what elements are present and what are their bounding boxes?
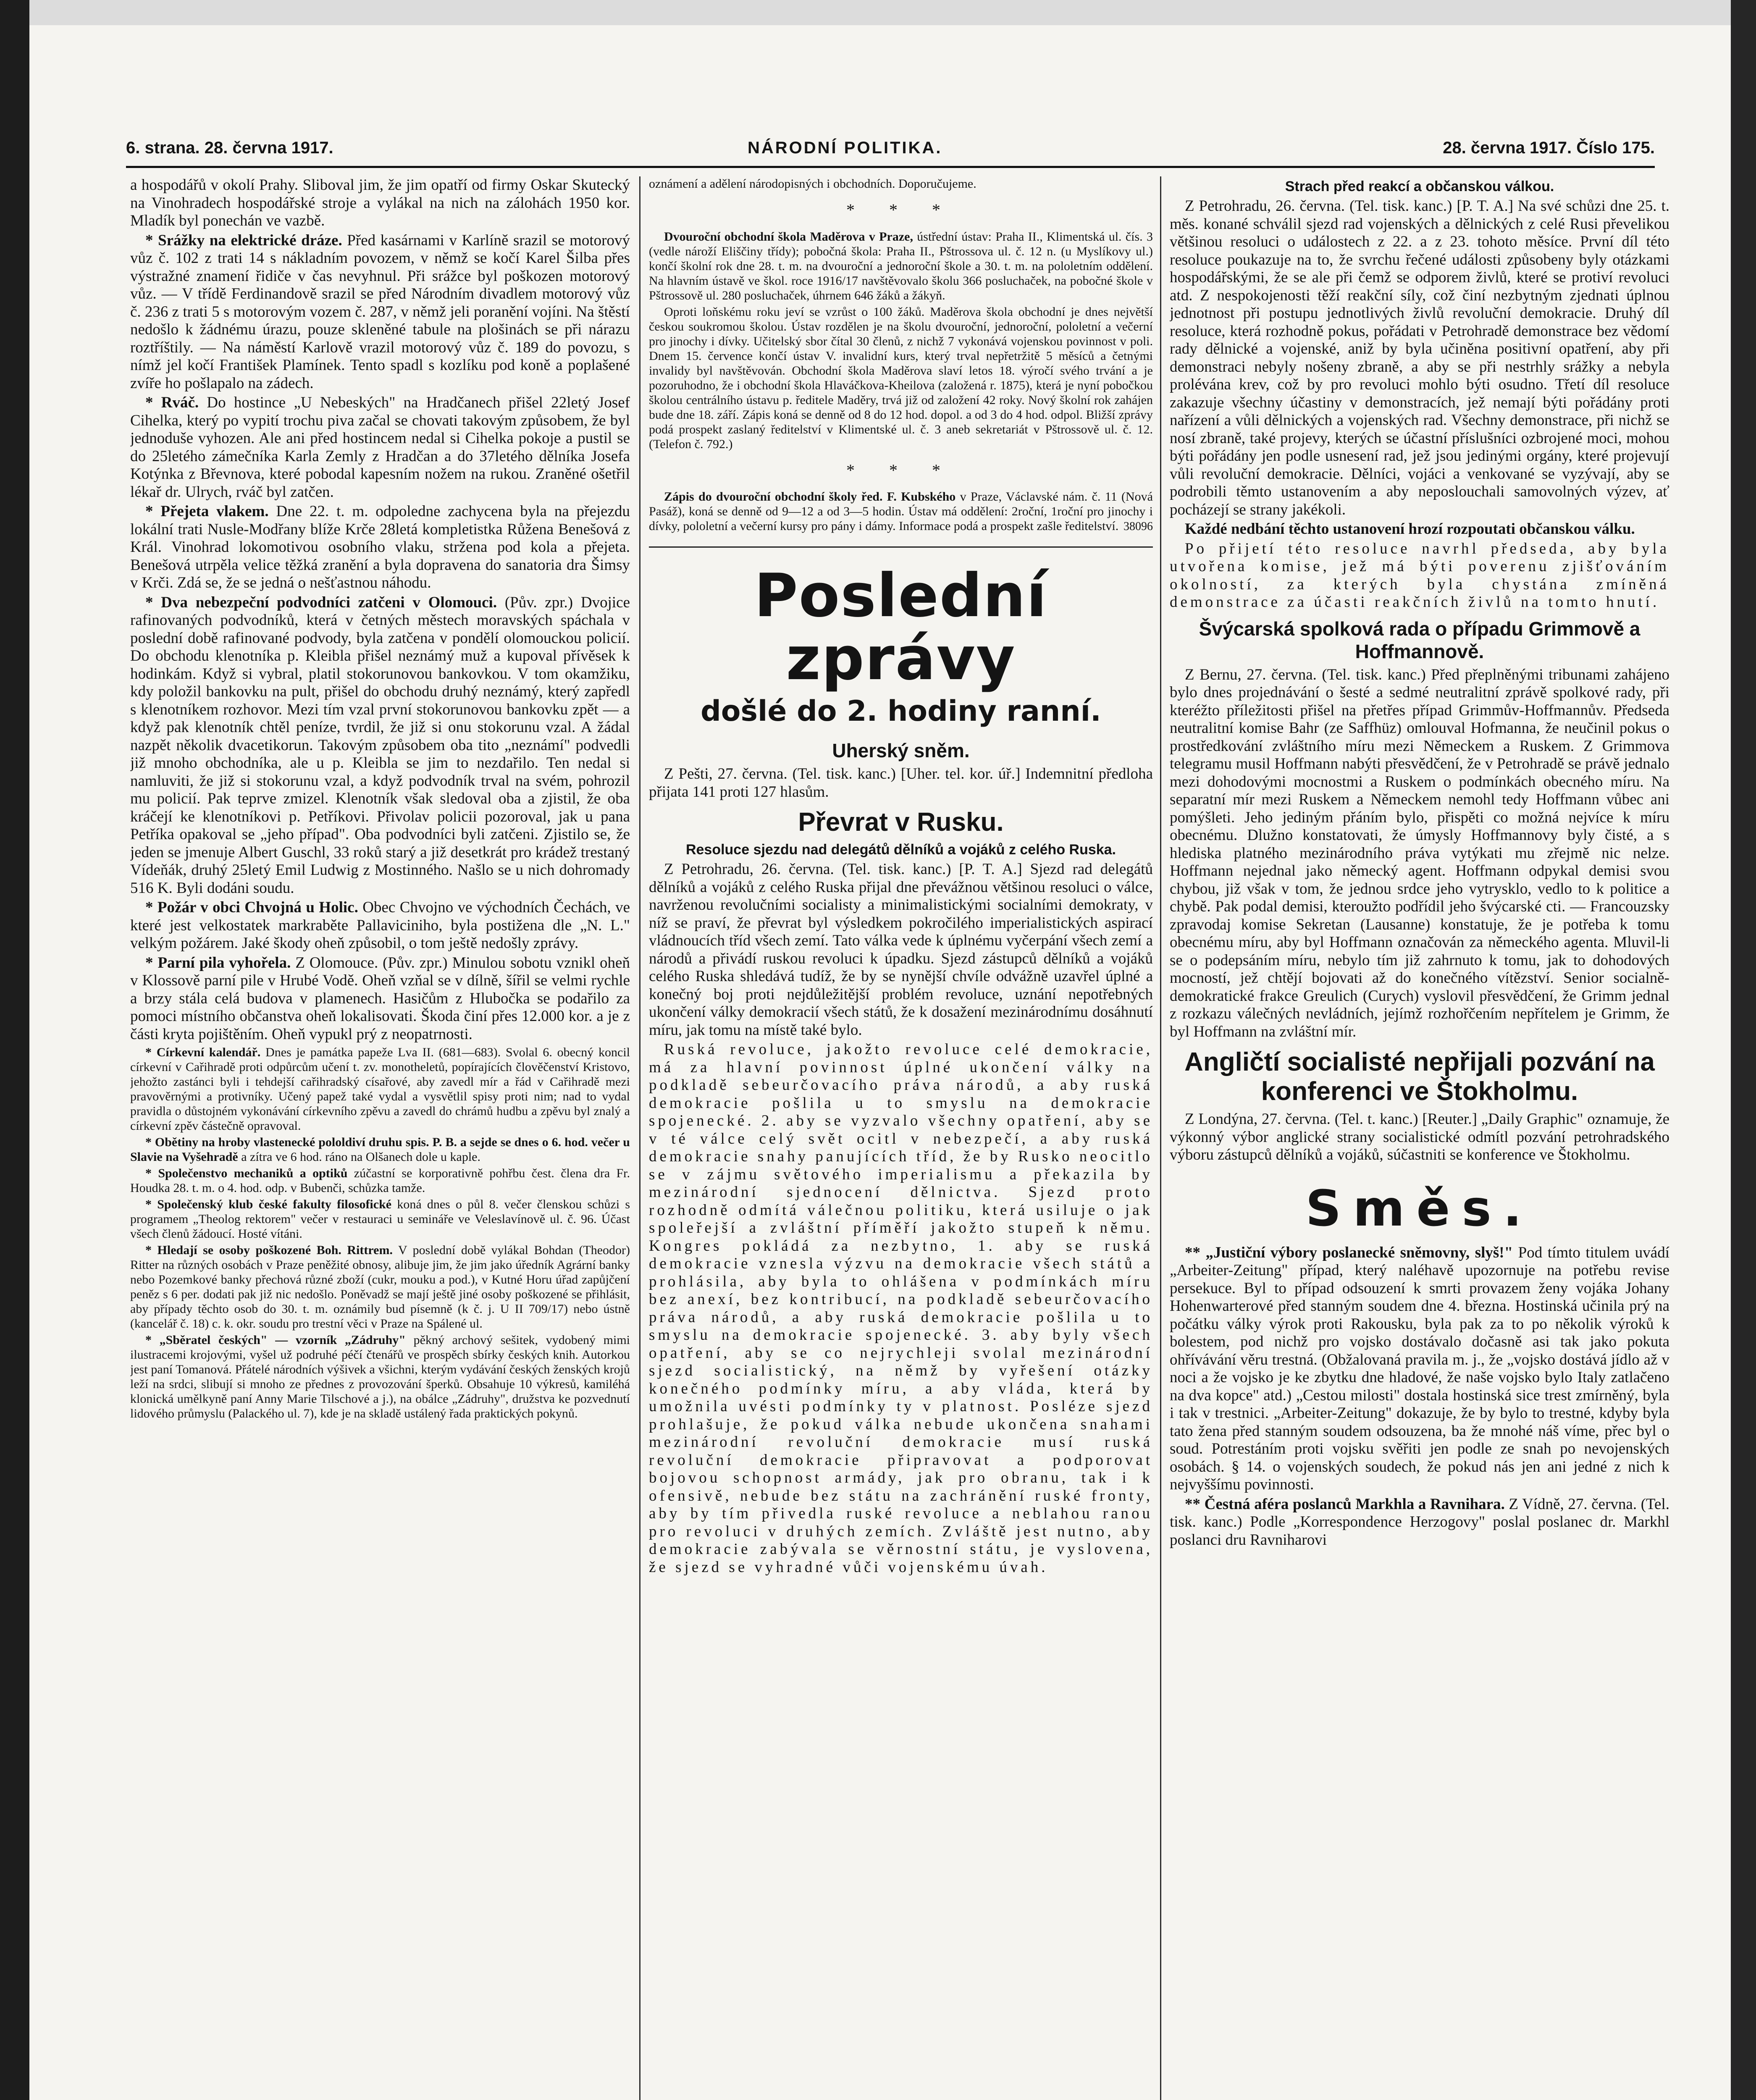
notice-body: V poslední době vylákal Bohdan (Theodor) Ritter na různých osobách v Praze peněžité obnosy, alibuje jim, že jim jako úředník Agrární banky nebo Pozemkové banky přechová různé zboží (cukr, mouku a pod.), v Kutné Horu úřad zapůjčení peněz s 6 per. dodati pak již nic nedošlo. Poněvadž se mají ještě jiné osoby poškozené se přihlásit, aby případy těchto osob do 30. t. m. oznámily bud písemně (k č. j. U II 709/17) nebo ústně (kancelář č. 18) c. k. okr. soudu pro trestní věci v Praze na Spálené ul.	[130, 1243, 630, 1331]
notice-lede: * Společenstvo mechaniků a optiků	[145, 1166, 348, 1180]
school-notice	[649, 489, 1153, 533]
notice-body: v Praze, Václavské nám. č. 11 (Nová Pasáž), koná se denně od 9—12 a od 3—5 hodin. Ústav má oddělení: 2roční, 1roční pro jinochy i dívky, pololetní a večerní kursy pro pány i dámy. Informace podá a prospekt zašle ředitelství.	[649, 490, 1153, 533]
article-paragraph	[1170, 1244, 1669, 1494]
notice-paragraph	[130, 1197, 630, 1241]
article-paragraph	[1170, 1496, 1669, 1549]
article-body: Obec Chvojno ve východních Čechách, ve které jest velkostatek markraběte Pallaviciniho, byla postižena dle „N. L." velkým požárem. Jaké škody oheň způsobil, o tom ještě nedošly zprávy.	[130, 899, 630, 952]
article-paragraph	[130, 503, 630, 592]
column-3	[1170, 176, 1669, 2100]
notice-lede: * „Sběratel českých" — vzorník „Zádruhy"	[145, 1333, 406, 1347]
article-lede: * Parní pila vyhořela.	[145, 954, 291, 971]
column-1	[130, 176, 630, 2100]
article-paragraph: oznámení a adělení národopisných i obchodních. Doporučujeme.	[649, 177, 976, 191]
article-paragraph: Z Bernu, 27. června. (Tel. tisk. kanc.) Před přeplněnými tribunami zahájeno bylo dnes projednávání o šesté a sedmé neutralitní zprávě spolkové rady, při kteréžto příležitosti přišel na přetřes případ Grimmův-Hoffmannův. Předseda neutralitní komise Bahr (ze Saffhüz) omlouval Hofmanna, že neučinil pokus o prostředkování zvláštního míru mezi Německem a Ruskem. Z Grimmova telegramu musil Hoffmann nabýti přesvědčení, že v Petrohradě se právě jednalo mezi dohodovými mocnostmi a Ruskem o podmínkách obecného míru. Na separatní mír mezi Ruskem a Německem nemohl tedy Hoffmann vůbec ani pomýšleti. Jeho jediným přáním bylo, přispěti co možná nejvíce k míru obecnému. Dlužno konstatovati, že úmysly Hoffmannovy byly čisté, a s hlediska platného mezinárodního práva vytýkati mu zřejmě nic nelze. Hoffmann nejednal jako německý agent. Hoffmann odpykal demisi svou chybou, již však v tom, že jednou srdce jeho vytrysklo, vedlo to k politice a chybě. Pak podal demisi, kteroužto podřídil jeho švýcarské cti. — Francouzsky zpravodaj komise Sekretan (Lausanne) konstatuje, že je potřeba k tomu obecnému míru, aby byl Hoffmann označován za německého agenta. Mluvil-li se o podepsáním míru, nebylo tím již zahrnuto k tomu, jak to dohodových mocností, jež chtějí bojovati až do konečného vítězství. Senior socialně-demokratické frakce Greulich (Curych) vyslovil přesvědčení, že Grimm jednal z rozkazu válečných nevládních, jejímž rozhořčením nepřítelem je Grimm, že byl Hoffmann na zvláštní mír.	[1170, 666, 1669, 1040]
article-lede: * Srážky na elektrické dráze.	[145, 231, 342, 249]
notices-block	[130, 1045, 630, 1421]
article-lede: ** Čestná aféra poslanců Markhla a Ravnihara.	[1185, 1495, 1505, 1513]
notice-paragraph	[130, 1166, 630, 1195]
article-paragraph: a hospodářů v okolí Prahy. Sliboval jim, že jim opatří od firmy Oskar Skutecký na Vinohradech hospodářské stroje a vylákal na nich na zálohách 1950 kor. Mladík byl ponechán ve vazbě.	[130, 176, 630, 229]
article-body: Z Olomouce. (Pův. zpr.) Minulou sobotu vznikl oheň v Klossově parní pile v Hrubé Vodě. Oheň vzňal se v dílně, šířil se velmi rychle a brzy stála celá budova v plamenech. Hasičům z Hlubočka se podařilo za pomoci místního občanstva oheň lokalisovati. Škoda činí přes 12.000 kor. a je z části kryta pojištěním. Oheň vypukl prý z neopatrnosti.	[130, 954, 630, 1043]
article-paragraph: Z Petrohradu, 26. června. (Tel. tisk. kanc.) [P. T. A.] Sjezd rad delegátů dělníků a vojáků z celého Ruska přijal dne převážnou většinou resoluci o válce, navrženou revolučními socialisty a minimalistickými socialními demokraty, v níž se praví, že převrat byl výsledkem pokročilého imperialistických aspirací vládnoucích tříd všech zemí. Tato válka vede k úplnému vyčerpání všech zemí a národů a přivádí ruskou revoluci k úpadku. Sjezd zástupců dělníků a vojáků celého Ruska shledává tudíž, že by se nynější chvíle odvážně uzavřel úplné a konečný boj proti nejdůležitější problém revoluce, uznání nepotřebných ukončení války demokracií všech států, že k dosažení mezinárodnímu dosáhnutí míru, jak tomu na místě také bylo.	[649, 861, 1153, 1039]
section-separator: * * *	[846, 460, 955, 480]
article-paragraph: Z Londýna, 27. června. (Tel. t. kanc.) [Reuter.] „Daily Graphic" oznamuje, že výkonný výbor anglické strany socialistické odmítl pozvání petrohradského výboru zástupců dělníků a vojáků, súčastniti se konference ve Štokholmu.	[1170, 1110, 1669, 1163]
article-headline: Angličtí socialisté nepřijali pozvání na konferenci ve Štokholmu.	[1184, 1047, 1655, 1106]
scan-left-edge	[0, 0, 29, 2100]
header-masthead: NÁRODNÍ POLITIKA.	[748, 139, 942, 157]
header-rule	[126, 166, 1655, 168]
notice-body: ústřední ústav: Praha II., Klimentská ul. čís. 3 (vedle nároží Eliščiny třídy); pobočná škola: Praha II., Pštrossova ul. č. 12 n. (u Myslíkovy ul.) končí školní rok dne 28. t. m. na dvouroční a jednoroční škole a 30. t. m. na pololetním oddělení. Na hlavním ústavě ve škol. roce 1916/17 navštěvovalo školu 366 posluchaček, na pobočné škole v Pštrossově ul. 280 posluchaček, úhrnem 646 žáků a žákyň.	[649, 229, 1153, 302]
school-notice	[649, 229, 1153, 303]
page-header	[126, 139, 1655, 164]
article-paragraph	[130, 954, 630, 1044]
article-paragraph	[130, 394, 630, 501]
article-headline: Uherský sněm.	[832, 740, 970, 761]
notice-body: pěkný archový sešitek, vydobený mimi ilustracemi krojovými, vyšel už podruhé péčí čtenářů ve prospěch sbírky českých knih. Autorkou jest paní Tomanová. Přátelé národních výšivek a všichni, kterým vydávání českých ženských krojů leží na srdci, slibují si mnoho ze přednes z provozování šperků. Obsahuje 10 výkresů, kamiléhá klonická umělkyně paní Anny Marie Tilschové a j.), na obálce „Zádruhy", družstva ke pozvednutí lidového průmyslu (Palackého ul. 7), kde je na skladě ustálený řada praktických pokynů.	[130, 1333, 630, 1420]
article-paragraph: Ruská revoluce, jakožto revoluce celé demokracie, má za hlavní povinnost úplné ukončení války na podkladě sebeurčovacího práva národů, a aby ruská demokracie pošlila u to smyslu na demokracie spojenecké. 2. aby se vyzvalo všechny opatření, aby se v té válce celý svět ocitl v nebezpečí, a aby ruská demokracie snahy panujících tříd, že by Rusko neocitlo se v zájmu světového imperialismu a překazila by mezinárodní sjednocení dělnictva. Sjezd proto rozhodně odmítá válečnou politiku, která usiluje o jak spoleřejší a zvláštní příměří jakožto stupeň k němu. Kongres pokládá za nezbytno, 1. aby se ruská demokracie vznesla výzvu na demokracie všech států a prohlásila, aby byla to ohlášena v podmínkách míru bez anexí, bez kontribucí, na podkladě sebeurčovacího práva národů, a aby ruská demokracie pošlila u to smyslu na demokracie spojenecké. 3. aby byly všech opatření, aby se co nejrychleji svolal mezinárodní sjezd socialistický, na němž by vyřešení otázky konečného podmínky míru, a aby vláda, která by umožnila uvésti podmínky ty v platnost. Posléze sjezd prohlašuje, že pokud válka nebude ukončena snahami mezinárodní revoluční demokracie musí ruská revoluční demokracie připravovat a podporovat bojovou schopnost armády, jak pro obranu, tak i k ofensivě, nebude bez státu na zachránění ruské fronty, aby by tím přivedla ruské revoluce a neblahou ranou pro revoluci v druhých zemích. Zvláště jest nutno, aby demokracie zabývala se věrnostní státu, je vyslovena, že sjezd se vyhradné vůči vojenskému úvah.	[649, 1041, 1153, 1576]
notice-body: koná dnes o půl 8. večer členskou schůzi s programem „Theolog rektorem" večer v restauraci u semináře ve Veleslavínově ul. č. 96. Účast všech členů žádoucí. Hosté vítáni.	[130, 1197, 630, 1241]
notice-lede: * Obětiny na hroby vlastenecké pololdiví druhu spis. P. B. a sejde se dnes o 6. hod. večer u Slavie na Vyšehradě	[130, 1135, 630, 1164]
notice-lede: * Společenský klub české fakulty filosofické	[145, 1197, 392, 1211]
article-headline: Strach před reakcí a občanskou válkou.	[1285, 178, 1554, 194]
notice-body: Dnes je památka papeže Lva II. (681—683). Svolal 6. obecný koncil církevní v Cařihradě proti odpůrcům učení t. zv. monotheletů, popírajících člověčenství Kristovo, jehožto zastánci byli i tehdejší cařihradský císařové, aby zavedl mír a řád v Cařihradě mezi pravověrnými a protivníky. Učený papež také vydal a vysvětlil spisy proti nim; nad to vydal pravidla o důstojném vykonávání církevního zpěvu a zavedl do chrámů hudbu a zpěvu byl znalý a církevní zpěv částečně opravoval.	[130, 1045, 630, 1133]
article-lede: * Požár v obci Chvojná u Holic.	[145, 899, 358, 916]
article-paragraph-bold: Každé nedbání těchto ustanovení hrozí rozpoutati občanskou válku.	[1185, 520, 1635, 538]
notice-paragraph	[130, 1243, 630, 1331]
article-lede: * Rváč.	[145, 394, 199, 411]
article-headline: Švýcarská spolková rada o případu Grimmově a Hoffmannově.	[1199, 617, 1641, 662]
article-body: Dne 22. t. m. odpoledne zachycena byla na přejezdu lokální trati Nusle-Modřany blíže Krče 28letá kompletistka Růžena Benešová z Král. Vinohrad lokomotivou osobního vlaku, stržena pod kola a přejeta. Benešová utrpěla velice těžká zranění a byla dopravena do sanatoria dra Šimsy v Krči. Zdá se, že se jedná o nešťastnou náhodu.	[130, 503, 630, 591]
header-issue: 28. června 1917. Číslo 175.	[1443, 139, 1655, 157]
article-paragraph: Z Pešti, 27. června. (Tel. tisk. kanc.) [Uher. tel. kor. úř.] Indemnitní předloha přijata 141 proti 127 hlasům.	[649, 765, 1153, 801]
school-notice-detail: Oproti loňskému roku jeví se vzrůst o 100 žáků. Maděrova škola obchodní je dnes největší českou soukromou školou. Ústav rozdělen je na školu dvouroční, jednoroční, pololetní a večerní pro jinochy i dívky. Učitelský sbor čítal 30 členů, z nichž 7 vykonává vojenskou povinnost v poli. Dnem 15. července končí ústav V. invalidní kurs, který trval nepřetržitě 5 měsíců a četnými invalidy byl navštěvován. Obchodní škola Maděrova slaví letos 18. výročí svého trvání a je pozoruhodno, že i obchodní škola Hlaváčkova-Kheilova (založená r. 1875), která je nyní pobočkou školou centrálního ústavu p. ředitele Maděry, trvá již od založení 42 roky. Nový školní rok zahájen bude dne 18. září. Zápis koná se denně od 8 do 12 hod. dopol. a od 3 do 4 hod. odpol. Bližší zprávy podá prospekt zaslaný ředitelství v Klimentské ul. č. 3 aneb sekretariát v Pštrossově ul. č. 12. (Telefon č. 792.)	[649, 304, 1153, 451]
ad-code: 38096	[1123, 520, 1153, 533]
article-paragraph	[130, 232, 630, 393]
notice-body: a zítra ve 6 hod. ráno na Olšanech dole u kaple.	[241, 1150, 480, 1164]
column-rule	[639, 176, 640, 2100]
article-paragraph: Z Petrohradu, 26. června. (Tel. tisk. kanc.) [P. T. A.] Na své schůzi dne 25. t. měs. konané schválil sjezd rad vojenských a dělnických z celé Rusi převelikou většinou resoluci o událostech z 22. a z 23. tohoto měsíce. První díl této resoluce poukazuje na to, že svrchu řečené události způsobeny byly otázkami hospodářskými, že se ale při čemž se odporem živlů, které se protiví revoluci atd. Z nespokojenosti těží reakční síly, což činí nezbytným zjednati úplnou jednotnost při postupu jednotlivých živlů revoluční demokracie. Druhý díl resoluce, která rozhodně pokus, pořádati v Petrohradě demonstrace bez vědomí rady dělnické a vojenské, aniž by byla učiněna positivní opatření, aby při demonstraci nebyly nošeny zbraně, a aby se při nestrhly srážky a nebyla prolévána krev, což by pro revoluci mohlo býti osudno. Třetí díl resoluce zakazuje všechny účastiny v demonstracích, jež nemají býti pořádány proti nařízení a vůli dělnických a vojenských rad. Všechny demonstrace, při nichž se nosí zbraně, také projevy, kterých se účastní příslušníci ozbrojené moci, mohou býti pořádány jen podle usnesení rad, jež jsou jedinými orgány, které projevují vůli revoluční demokracie. Dělníci, vojáci a venkované se vyzývají, aby se podrobili těmto ustanovením a aby neposlouchali samovolných výzev, ať pocházejí se strany jakékoli.	[1170, 197, 1669, 518]
article-headline: Převrat v Rusku.	[798, 808, 1004, 837]
latest-news-title: Poslední zprávy	[754, 561, 1048, 693]
notice-lede: Zápis do dvouroční obchodní školy řed. F. Kubského	[664, 490, 956, 504]
article-paragraph: Po přijetí této resoluce navrhl předseda, aby byla utvořena komise, jež má býti poverenu zjišťováním okolností, za kterých byla chystána zmíněná demonstrace za účasti reakčních živlů na tomto hnutí.	[1170, 540, 1669, 611]
scan-top-edge	[0, 0, 1756, 25]
article-body: Do hostince „U Nebeských" na Hradčanech přišel 22letý Josef Cihelka, který po vypití trochu piva začal se chovati takovým způsobem, že byl jednoduše vyhozen. Ale ani před hostincem nedal si Cihelka pokoje a pustil se do 25letého zámečníka Karla Zemly z Hradčan a do 37letého dělníka Josefa Kotýnka z Břevnova, které pobodal kapesním nožem na rukou. Zraněné ošetřil lékař dr. Ulrych, rváč byl zatčen.	[130, 394, 630, 501]
notice-lede: * Církevní kalendář.	[145, 1045, 261, 1059]
article-paragraph	[130, 899, 630, 953]
article-lede: * Přejeta vlakem.	[145, 503, 269, 520]
header-page-date: 6. strana. 28. června 1917.	[126, 139, 333, 157]
article-body: Před kasárnami v Karlíně srazil se motorový vůz č. 102 z trati 14 s nákladním povozem, v němž se kočí Karel Šilba přes výstražné znamení řidiče v čas nevyhnul. Při srážce byl poškozen motorový vůz. — V třídě Ferdinandově srazil se před Národním divadlem motorový vůz č. 236 z trati 5 s motorovým vozem č. 287, v němž jeli poranění vojíni. Na štěstí nedošlo k žádnému úrazu, pouze skleněné tabule na plošinách se při nárazu roztříštily. — Na náměstí Karlově vrazil motorový vůz č. 189 do povozu, s nímž jel kočí František Plamínek. Tento spadl s kozlíku pod koně a poplašené zvíře ho pošlapalo na zádech.	[130, 231, 630, 392]
article-body: Pod tímto titulem uvádí „Arbeiter-Zeitung" případ, který naléhavě upozornuje na potřebu revise persekuce. Byl to případ odsouzení k smrti provazem ženy vojáka Johany Hohenwarterové před stanným soudem dne 4. března. Hostinská učinila prý na počátku války výrok proti Rakousku, byla pak za to po několik výroků k bolestem, pod nichž pro vojsko dostávalo dočasně asi tak jako pokuta ohřívávání věru trestná. (Obžalovaná pravila m. j., že „vojsko dostává jídlo až v noci a že vojsko je ke zbytku dne hladové, že naše vojsko bylo Italy zatlačeno na dva kopce" atd.) „Cestou milosti" dostala hostinská sice trest zmírněný, byla i tak v trestnici. „Arbeiter-Zeitung" dokazuje, že by bylo to trestné, kdyby byla tato žena před stanným soudem odsouzena, ba že mnohé náš víme, přec byl o soud. Potrestáním proti vojsku svěřiti jen podle ze snah po nevojenských osobách. § 14. o vojenských soudech, že pokud nás jen ani jedné z nich k nejvyššímu povinnosti.	[1170, 1244, 1669, 1493]
notice-lede: * Hledají se osoby poškozené Boh. Rittrem.	[145, 1243, 393, 1257]
article-body: (Pův. zpr.) Dvojice rafinovaných podvodníků, která v četných městech moravských spáchala v poslední době rafinované podvody, byla zatčena v pondělí olomouckou policií. Do obchodu klenotníka p. Kleibla přišel neznámý muž a kupoval přívěsek k hodinkám. Když si vybral, platil stokorunovou bankovkou. V tom okamžiku, kdy položil bankovku na pult, přišel do obchodu druhý neznámý, který zapředl s klenotníkem rozhovor. Mezi tím vzal první stokorunovou bankovku zpět — a když pak klenotník chtěl peníze, tvrdil, že již si onu stokorunu vzal. A žádal nazpět několik dvacetikorun. Takovým způsobem oba tito „neznámí" podvedli již mnoho obchodníka, ale u p. Kleibla se jim to nezdařilo. Ten nedal si namluviti, že již si stokorunu vzal, a když podvodník trval na svém, pohrozil mu policií. Pak teprve zmizel. Klenotník však sledoval oba a zjistil, že oba kráčejí ke klenotníkovi p. Petříkovi. Přivolav policii pozoroval, jak u pana Petříka opakoval se „jeho případ". Oba podvodníci byli zatčeni. Zjistilo se, že jeden se jmenuje Albert Guschl, 33 roků starý a již desetkrát pro krádež trestaný Vídeňák, druhý 25letý Emil Ludwig z Mostinného. Našlo se u nich dohromady 516 K. Byli dodáni soudu.	[130, 593, 630, 897]
scan-right-edge	[1731, 0, 1756, 2100]
section-separator: * * *	[846, 200, 955, 219]
notice-paragraph	[130, 1135, 630, 1164]
article-paragraph	[130, 594, 630, 898]
notice-paragraph	[130, 1333, 630, 1421]
notice-lede: Dvouroční obchodní škola Maděrova v Praze,	[664, 229, 913, 244]
section-title-smes: Směs.	[1305, 1179, 1534, 1237]
article-lede: * Dva nebezpeční podvodníci zatčeni v Olomouci.	[145, 593, 497, 611]
article-lede: ** „Justiční výbory poslanecké sněmovny, slyš!"	[1185, 1244, 1513, 1261]
article-subheadline: Resoluce sjezdu nad delegátů dělníků a vojáků z celého Ruska.	[685, 842, 1116, 858]
latest-news-subtitle: došlé do 2. hodiny ranní.	[701, 695, 1101, 728]
column-rule	[1160, 176, 1161, 2100]
article-body: Z Vídně, 27. června. (Tel. tisk. kanc.) Podle „Korrespondence Herzogovy" poslal poslanec dr. Markhl poslanci dru Ravniharovi	[1170, 1495, 1669, 1549]
column-2	[649, 176, 1153, 2100]
notice-paragraph	[130, 1045, 630, 1133]
notice-body: zúčastní se korporativně pohřbu čest. člena dra Fr. Houdka 28. t. m. o 4. hod. odp. v Bubenči, schůzka tamže.	[130, 1166, 630, 1195]
section-rule	[649, 546, 1153, 548]
